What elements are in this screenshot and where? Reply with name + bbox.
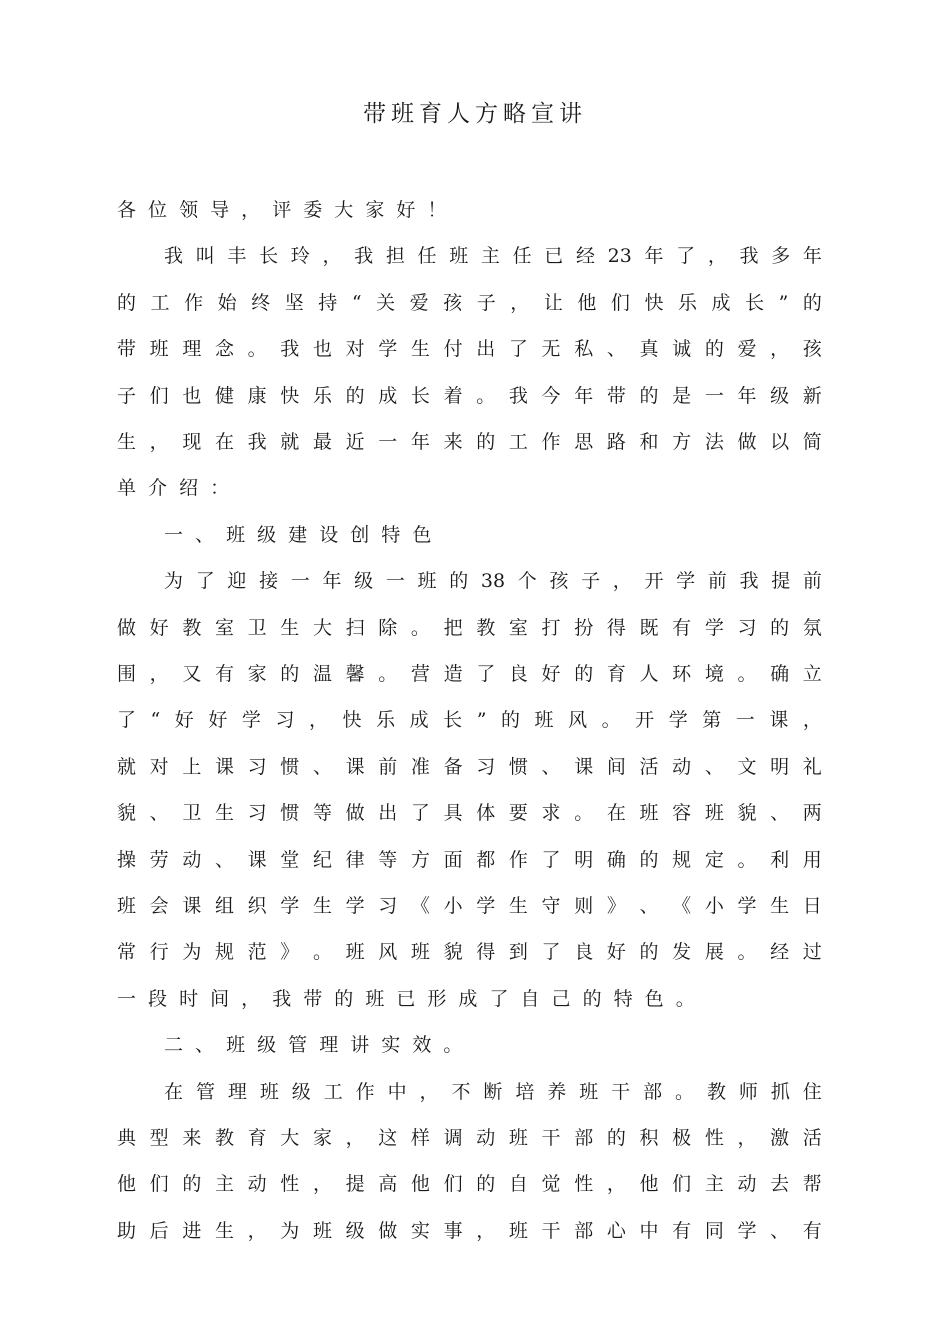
document-line: 貌 、 卫 生 习 惯 等 做 出 了 具 体 要 求 。 在 班 容 班 貌 、 两 xyxy=(117,802,822,825)
document-line: 典 型 来 教 育 大 家 ， 这 样 调 动 班 干 部 的 积 极 性 ， 激 活 xyxy=(117,1127,822,1149)
document-line: 做 好 教 室 卫 生 大 扫 除 。 把 教 室 打 扮 得 既 有 学 习 的 氛 xyxy=(117,616,822,639)
document-line: 一 段 时 间 ， 我 带 的 班 已 形 成 了 自 己 的 特 色 。 xyxy=(117,987,695,1010)
document-line: 我 叫 丰 长 玲 ， 我 担 任 班 主 任 已 经 23 年 了 ， 我 多 年 xyxy=(164,245,822,268)
document-line: 在 管 理 班 级 工 作 中 ， 不 断 培 养 班 干 部 。 教 师 抓 住 xyxy=(164,1080,822,1103)
document-line: 助 后 进 生 ， 为 班 级 做 实 事 ， 班 干 部 心 中 有 同 学 、 有 xyxy=(117,1219,822,1242)
document-line: 班 会 课 组 织 学 生 学 习 《 小 学 生 守 则 》 、 《 小 学 生 日 xyxy=(117,895,822,917)
document-line: 操 劳 动 、 课 堂 纪 律 等 方 面 都 作 了 明 确 的 规 定 。 利 用 xyxy=(117,848,822,871)
document-line: 围 ， 又 有 家 的 温 馨 。 营 造 了 良 好 的 育 人 环 境 。 确 立 xyxy=(117,663,822,685)
document-line: 各 位 领 导 ， 评 委 大 家 好 ！ xyxy=(117,199,447,221)
document-line: 常 行 为 规 范 》 。 班 风 班 貌 得 到 了 良 好 的 发 展 。 经 过 xyxy=(117,941,822,964)
document-line: 生 ， 现 在 我 就 最 近 一 年 来 的 工 作 思 路 和 方 法 做 以 简 xyxy=(117,431,822,453)
document-line: 就 对 上 课 习 惯 、 课 前 准 备 习 惯 、 课 间 活 动 、 文 明 礼 xyxy=(117,755,822,778)
document-line: 为 了 迎 接 一 年 级 一 班 的 38 个 孩 子 ， 开 学 前 我 提 前 xyxy=(164,570,822,593)
document-title: 带班育人方略宣讲 xyxy=(363,101,587,127)
document-line: 单 介 绍 ： xyxy=(117,477,230,500)
document-line: 子 们 也 健 康 快 乐 的 成 长 着 。 我 今 年 带 的 是 一 年 级 新 xyxy=(117,384,822,407)
document-line: 一 、 班 级 建 设 创 特 色 xyxy=(164,523,432,546)
document-line: 的 工 作 始 终 坚 持 “ 关 爱 孩 子 ， 让 他 们 快 乐 成 长 ” 的 xyxy=(117,291,822,314)
document-line: 他 们 的 主 动 性 ， 提 高 他 们 的 自 觉 性 ， 他 们 主 动 去 帮 xyxy=(117,1173,822,1196)
document-line: 二 、 班 级 管 理 讲 实 效 。 xyxy=(164,1034,463,1057)
document-line: 了 “ 好 好 学 习 ， 快 乐 成 长 ” 的 班 风 。 开 学 第 一 课 ， xyxy=(117,709,822,732)
document-line: 带 班 理 念 。 我 也 对 学 生 付 出 了 无 私 、 真 诚 的 爱 ， 孩 xyxy=(117,338,822,361)
